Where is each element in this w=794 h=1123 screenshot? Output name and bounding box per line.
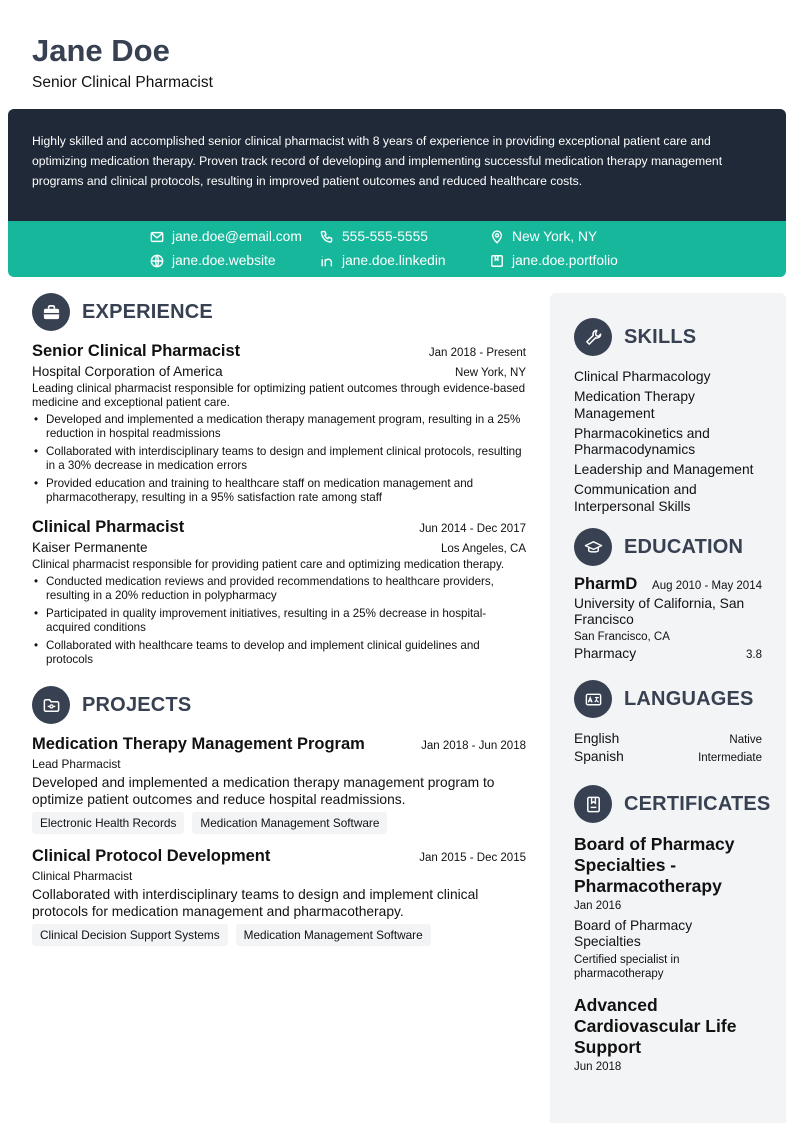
education-school: University of California, San Francisco (574, 596, 745, 627)
job-entry (32, 518, 526, 667)
projects-section-head (32, 685, 526, 725)
language-level: Intermediate (698, 752, 762, 764)
skill-item: Pharmacokinetics and Pharmacodynamics (574, 425, 710, 457)
email-icon (150, 230, 164, 244)
project-description: Collaborated with interdisciplinary teams to design and implement clinical protocols for medication management and pharmacotherapy. (32, 887, 479, 919)
experience-heading: EXPERIENCE (82, 300, 213, 323)
language-name: Spanish (574, 749, 624, 764)
education-field: Pharmacy (574, 646, 637, 661)
skill-item: Clinical Pharmacology (574, 369, 711, 384)
job-bullets (32, 413, 526, 505)
project-entry (32, 735, 526, 834)
job-title: Senior Clinical Pharmacist (32, 342, 241, 360)
job-location: New York, NY (455, 367, 526, 379)
portfolio-icon (490, 254, 504, 268)
candidate-title: Senior Clinical Pharmacist (32, 74, 213, 91)
project-entry (32, 847, 526, 946)
briefcase-icon (32, 293, 70, 331)
languages-heading: LANGUAGES (624, 687, 754, 710)
language-level: Native (729, 734, 762, 746)
job-bullet: • Collaborated with interdisciplinary teams to design and implement clinical protocols, resulting in a 30% decrease in medication errors (32, 445, 526, 473)
project-title: Clinical Protocol Development (32, 847, 271, 865)
job-location: Los Angeles, CA (440, 543, 526, 555)
job-company: Hospital Corporation of America (32, 364, 223, 379)
education-section (574, 527, 762, 661)
contact-phone[interactable]: 555-555-5555 (320, 229, 428, 244)
languages-section-head (574, 679, 762, 719)
linkedin-icon (320, 254, 334, 268)
job-bullet: • Provided education and training to healthcare staff on medication management and pharmacotherapy, resulting in a 95% satisfaction rate among staff (32, 477, 526, 505)
wrench-icon (574, 318, 612, 356)
summary-text: Highly skilled and accomplished senior clinical pharmacist with 8 years of experience in providing exceptional patient care and optimizing medication therapy. Proven track record of developing and implementing successful medication therapy management programs and clinical protocols, resulting in improved patient outcomes and reduced healthcare costs. (8, 109, 786, 221)
skill-item: Leadership and Management (574, 462, 754, 477)
skills-section (574, 317, 762, 515)
job-bullet: • Participated in quality improvement initiatives, resulting in a 25% decrease in hospital-acquired conditions (32, 607, 526, 635)
job-bullet: • Developed and implemented a medication therapy management program, resulting in a 25% reduction in hospital readmissions (32, 413, 526, 441)
certificate-date: Jan 2016 (574, 900, 622, 912)
certificates-section-head (574, 784, 771, 824)
candidate-name: Jane Doe (32, 33, 170, 68)
project-title: Medication Therapy Management Program (32, 735, 365, 753)
job-description: Clinical pharmacist responsible for providing patient care and optimizing medication therapy. (32, 558, 505, 571)
education-location: San Francisco, CA (574, 631, 670, 643)
education-date: Aug 2010 - May 2014 (652, 580, 762, 592)
project-tag: Medication Management Software (236, 924, 431, 946)
contact-linkedin[interactable]: jane.doe.linkedin (320, 253, 446, 268)
languages-section (574, 679, 762, 764)
projects-heading: PROJECTS (82, 693, 192, 716)
experience-section-head (32, 292, 526, 332)
project-tags (32, 812, 526, 834)
certificate-title: Board of Pharmacy Specialties - Pharmacotherapy (574, 834, 735, 896)
contact-bar (8, 221, 786, 277)
sidebar (550, 293, 786, 1123)
education-heading: EDUCATION (624, 535, 744, 558)
project-description: Developed and implemented a medication therapy management program to optimize patient outcomes and reduce hospital readmissions. (32, 775, 495, 807)
project-tags (32, 924, 526, 946)
contact-portfolio[interactable]: jane.doe.portfolio (490, 253, 618, 268)
map-pin-icon (490, 230, 504, 244)
job-title: Clinical Pharmacist (32, 518, 185, 536)
project-tag: Clinical Decision Support Systems (32, 924, 228, 946)
contact-email[interactable]: jane.doe@email.com (150, 229, 302, 244)
graduation-cap-icon (574, 528, 612, 566)
job-entry (32, 342, 526, 505)
job-description: Leading clinical pharmacist responsible for optimizing patient outcomes through evidence-based medicine and exceptional patient care. (32, 382, 526, 409)
certificate-item (574, 918, 762, 981)
education-gpa: 3.8 (746, 649, 762, 661)
certificate-item (574, 834, 762, 912)
project-tag: Electronic Health Records (32, 812, 184, 834)
job-bullet: • Collaborated with healthcare teams to develop and implement clinical guidelines and protocols (32, 639, 526, 667)
globe-icon (150, 254, 164, 268)
education-degree: PharmD (574, 575, 638, 593)
certificate-item (574, 995, 762, 1073)
contact-website[interactable]: jane.doe.website (150, 253, 276, 268)
certificate-icon (574, 785, 612, 823)
project-date: Jan 2015 - Dec 2015 (419, 852, 526, 864)
job-company: Kaiser Permanente (32, 540, 148, 555)
language-name: English (574, 731, 620, 746)
job-date: Jan 2018 - Present (428, 347, 526, 359)
main-column (32, 292, 526, 946)
certificate-description: Certified specialist in pharmacotherapy (574, 954, 680, 980)
skills-heading: SKILLS (624, 325, 697, 348)
contact-location: New York, NY (490, 229, 597, 244)
skill-item: Medication Therapy Management (574, 389, 695, 421)
education-section-head (574, 527, 762, 567)
certificate-title: Advanced Cardiovascular Life Support (574, 995, 737, 1057)
job-bullets (32, 575, 526, 667)
certificates-section (574, 784, 771, 1073)
summary-band (8, 109, 786, 277)
project-role: Clinical Pharmacist (32, 869, 133, 883)
folder-icon (32, 686, 70, 724)
job-bullet: • Conducted medication reviews and provided recommendations to healthcare providers, resulting in a 20% reduction in polypharmacy (32, 575, 526, 603)
project-date: Jan 2018 - Jun 2018 (421, 740, 526, 752)
job-date: Jun 2014 - Dec 2017 (419, 523, 526, 535)
project-role: Lead Pharmacist (32, 757, 121, 771)
language-icon (574, 680, 612, 718)
language-item (574, 749, 762, 764)
skills-section-head (574, 317, 762, 357)
skill-item: Communication and Interpersonal Skills (574, 482, 697, 514)
phone-icon (320, 230, 334, 244)
resume-header (32, 33, 213, 92)
project-tag: Medication Management Software (192, 812, 387, 834)
certificate-date: Jun 2018 (574, 1061, 622, 1073)
language-item (574, 731, 762, 746)
certificates-heading: CERTIFICATES (624, 792, 771, 815)
skills-list (574, 369, 762, 515)
certificate-title: Board of Pharmacy Specialties (574, 918, 693, 949)
